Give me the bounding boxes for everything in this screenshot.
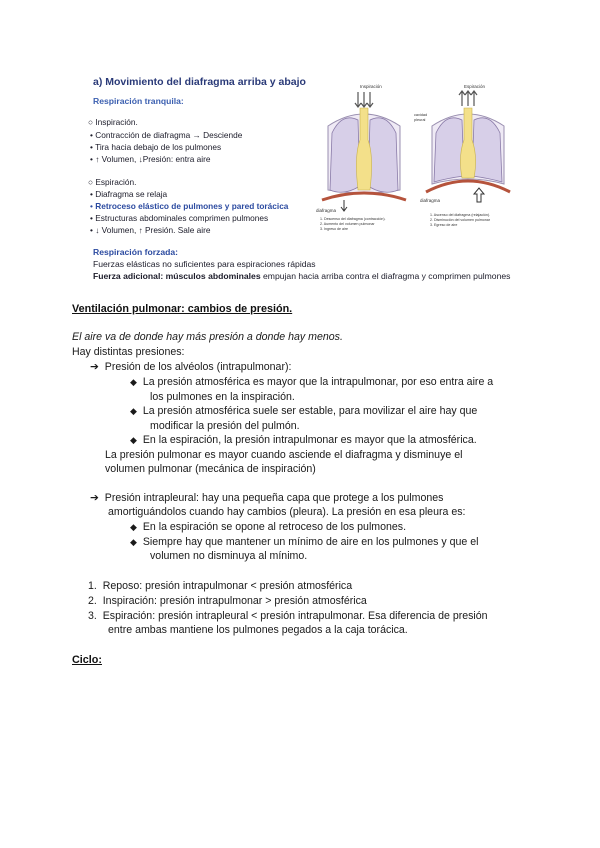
figure-subtitle: Respiración tranquila: — [93, 96, 184, 106]
arrow-right-icon: ➔ — [90, 361, 99, 373]
intro-italic: El aire va de donde hay más presión a donde hay menos. — [72, 331, 343, 343]
lung-diagrams — [308, 78, 530, 248]
expiration-diagram — [414, 84, 510, 227]
forzada-label: Respiración forzada: — [93, 247, 179, 257]
numbered-item: 3. Espiración: presión intrapleural < presión intrapulmonar. Esa diferencia de presión — [88, 610, 488, 622]
figure-title: a) Movimiento del diafragma arriba y abajo — [93, 76, 306, 88]
expiration-top-label: Espiración — [464, 84, 486, 89]
diaphragm-label-right: diafragma — [420, 198, 441, 203]
pleural-cavity-label: cavidad pleural — [414, 113, 428, 122]
inspiration-diagram — [316, 84, 406, 231]
intrapleural-item: ➔ Presión intrapleural: hay una pequeña capa que protege a los pulmones — [90, 492, 444, 504]
right-lung — [368, 118, 398, 192]
alveolos-note: volumen pulmonar (mecánica de inspiración) — [105, 463, 316, 475]
espiracion-item: • ↓ Volumen, ↑ Presión. Sale aire — [90, 225, 211, 235]
intrapleural-continuation: amortiguándolos cuando hay cambios (pleura). La presión en esa pleura es: — [108, 506, 466, 518]
inspiracion-item: • Contracción de diafragma → Desciende — [90, 130, 243, 140]
inspiration-caption: 1. Descenso del diafragma (contracción). 2. Aumento del volumen pulmonar 3. Ingreso de aire — [320, 217, 386, 231]
arrow-up-icon — [459, 91, 477, 106]
diamond-bullet-icon: ◆ — [130, 522, 137, 532]
diamond-bullet-icon: ◆ — [130, 377, 137, 387]
diamond-bullet-icon: ◆ — [130, 406, 137, 416]
espiracion-label: ○ Espiración. — [88, 177, 137, 187]
arrow-up-icon — [474, 188, 484, 202]
diamond-bullet: ◆ La presión atmosférica es mayor que la intrapulmonar, por eso entra aire a — [130, 376, 494, 388]
numbered-item: 1. Reposo: presión intrapulmonar < presión atmosférica — [88, 580, 353, 592]
intro-line: Hay distintas presiones: — [72, 346, 185, 358]
diamond-bullet: ◆ En la espiración, la presión intrapulmonar es mayor que la atmosférica. — [130, 434, 477, 446]
circle-bullet-icon: ○ — [88, 177, 96, 187]
bullet-continuation: modificar la presión del pulmón. — [150, 420, 300, 432]
expiration-caption: 1. Ascenso del diafragma (relajación). 2. Disminución del volumen pulmonar 3. Egreso de aire — [430, 213, 491, 227]
alveolos-note: La presión pulmonar es mayor cuando asciende el diafragma y disminuye el — [105, 449, 463, 461]
numbered-item: 2. Inspiración: presión intrapulmonar > presión atmosférica — [88, 595, 367, 607]
section-heading: Ventilación pulmonar: cambios de presión. — [72, 303, 293, 315]
left-lung — [330, 118, 360, 192]
espiracion-item: • Estructuras abdominales comprimen pulmones — [90, 213, 269, 223]
diamond-bullet-icon: ◆ — [130, 435, 137, 445]
numbered-continuation: entre ambas mantiene los pulmones pegados a la caja torácica. — [108, 624, 408, 636]
inspiration-top-label: Inspiración — [360, 84, 382, 89]
diamond-bullet: ◆ Siempre hay que mantener un mínimo de aire en los pulmones y que el — [130, 536, 479, 548]
arrow-down-icon — [355, 92, 373, 107]
arrow-right-icon: ➔ — [90, 492, 99, 504]
bullet-continuation: los pulmones en la inspiración. — [150, 391, 295, 403]
section-heading-ciclo: Ciclo: — [72, 654, 102, 666]
espiracion-item: • Diafragma se relaja — [90, 189, 168, 199]
circle-bullet-icon: ○ — [88, 117, 96, 127]
inspiracion-item: • ↑ Volumen, ↓Presión: entra aire — [90, 154, 211, 164]
inspiracion-item: • Tira hacia debajo de los pulmones — [90, 142, 222, 152]
forzada-line1: Fuerzas elásticas no suficientes para espiraciones rápidas — [93, 259, 316, 269]
diamond-bullet-icon: ◆ — [130, 537, 137, 547]
arrow-down-icon — [341, 200, 347, 211]
diamond-bullet: ◆ En la espiración se opone al retroceso de los pulmones. — [130, 521, 407, 533]
alveolos-item: ➔ Presión de los alvéolos (intrapulmonar): — [90, 361, 292, 373]
diaphragm-label-left: diafragma — [316, 208, 337, 213]
espiracion-item: • Retroceso elástico de pulmones y pared torácica — [90, 201, 289, 211]
bullet-continuation: volumen no disminuya al mínimo. — [150, 550, 308, 562]
inspiracion-label: ○ Inspiración. — [88, 117, 138, 127]
forzada-line2: Fuerza adicional: músculos abdominales empujan hacia arriba contra el diafragma y comprimen pulmones — [93, 271, 511, 281]
diamond-bullet: ◆ La presión atmosférica suele ser estable, para movilizar el aire hay que — [130, 405, 478, 417]
diaphragm — [322, 193, 406, 200]
